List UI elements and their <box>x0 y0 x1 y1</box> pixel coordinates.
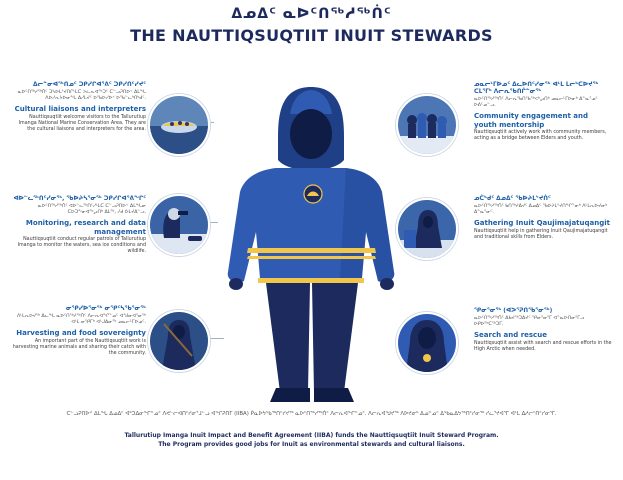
section-body: An important part of the Nauttiqsuqtiit work is harvesting marine animals and sharing their catch with the community. <box>12 338 146 356</box>
hunter-with-rifle-icon <box>150 312 208 370</box>
syllabic-body: ᓇᐅᑦᑎᖅᓱᖅᑏᑦ ᐱᓕᕆᖃᑎᖃᖅᐸᒃᖢᑎᒃ ᓄᓇᓕᒻᒥᐅᓂᒃ ᐃᓐᓇᕐᓄᑦ ᐅᕕᑦᓄᓪᓗ. <box>474 97 598 108</box>
binoculars-observer-icon <box>150 196 208 254</box>
syllabic-heading: ᐊᐅᓪᓚᖅᑎᑦᓯᓂᖅ, ᖃᐅᔨᓴᕐᓂᖅ ᑐᑭᓯᒋᐊᕐᕕᖏᑦ <box>13 196 146 202</box>
section-body: Nauttiqsuqtiit actively work with community members, acting as a bridge between Elders and youth. <box>474 130 607 141</box>
footer-syllabic-text: ᑕᓪᓗᕈᑎᐅᑉ ᐃᒪᖓ ᐃᓄᐃᑦ ᐊᒃᑐᐃᓂᖏᓐᓄᑦ ᐱᕙᓪᓕᐊᑎᑦᓯᓂᕐᒧᓪᓗ ᐊᖏᕈᑎᒥ (IIBA) ᑮᓇᐅᔭᖃᖅᑎᑦᓯᔪᖅ ᓇᐅᑦᑎᖅᓱᖅᑏᑦ ᐱᓕᕆᐊᖏᓐᓄᑦ. ᐱᓕᕆᐊᖑᔪᖅ ᐱᐅᔪᓂᒃ ᐃᓄᓐᓄᑦ ᐃᖃᓇᐃᔭᖅᑎᑦᓯᓂᖅ ᓯᓚᕐᔪᐊᕐᒥ ᐊᒻᒪ ᐃᓱᓕᑦᑎᑦᓯᓂᕐᒥ. <box>66 411 557 417</box>
community-photo <box>396 94 458 156</box>
section-body: Nauttiqsuqtiit conduct regular patrols of Tallurutiup Imanga to monitor the waters, sea ice conditions and wildlife. <box>17 237 146 254</box>
section-body: Nauttiqsuqtiit help in gathering Inuit Qaujimajatuqangit and traditional skills from Elders. <box>474 228 608 240</box>
page-title: THE NAUTTIQSUQTIIT INUIT STEWARDS <box>130 26 493 45</box>
syllabic-heading: ᕿᓂᕐᓂᖅ (ᐊᐳᕐᕈᑎᖃᕐᓂᖅ) <box>474 308 553 314</box>
section-heading: Community engagement and youth mentorship <box>474 112 588 129</box>
harvesting-photo <box>148 310 210 372</box>
section-heading: Monitoring, research and data management <box>25 219 146 236</box>
syllabic-heading: ᓂᕿᓯᐅᕐᓂᖅ ᓂᕿᑦᓴᖃᕐᓂᖅ <box>65 306 146 312</box>
block-monitoring <box>12 196 146 255</box>
section-heading: Cultural liaisons and interpreters <box>14 105 146 113</box>
section-heading: Gathering Inuit Qaujimajatuqangit <box>474 219 610 227</box>
section-heading: Search and rescue <box>474 331 547 339</box>
syllabic-heading: ᓄᓇᓕᒻᒥᐅᓄᑦ ᐃᓚᐅᑎᑦᓯᓂᖅ ᐊᒻᒪ ᒪᓕᒃᑕᐅᔪᖅ ᑕᒪᕐᒥᒃ ᐱᓕᕆᖃᑎᒌᓐᓂᖅ <box>474 82 599 95</box>
syllabic-title: ᐃᓄᐃᑦ ᓇᐅᑦᑎᖅᓱᖅᑏᑦ <box>231 6 392 22</box>
elder-teaching-icon <box>398 200 456 258</box>
syllabic-body: ᓇᐅᑦᑎᖅᓱᖅᑏᑦ ᑲᑎᖅᓱᐃᔪᑦ ᐃᓄᐃᑦ ᖃᐅᔨᒪᔾᔪᑎᖏᓐᓂᒃ ᐱᒻᒪᕆᐅᔪᓂᒃ ᐃᓐᓇᕐᓂᑦ. <box>474 204 608 215</box>
rescue-photo <box>396 312 458 374</box>
liaisons-photo <box>148 94 210 156</box>
section-heading: Harvesting and food sovereignty <box>16 329 146 337</box>
syllabic-body: ᓇᐅᑦᑎᖅᓱᖅᑏᑦ ᐊᐅᓪᓚᖅᑎᑦᓯᒻᒪᑕ ᑕᓪᓗᕈᑎᐅᑉ ᐃᒪᖓᓂ ᑕᐅᑐᖕᓂᐊᖅᖢᑎᒃ ᐃᒪᖅ, ᓯᑯ ᐆᒪᔪᐃᓪᓗ. <box>37 204 146 215</box>
syllabic-body: ᓇᐅᑦᑎᖅᓱᖅᑏᑦ ᐃᑲᔪᖅᑐᐃᔪᑦ ᕿᓂᕐᓂᕐᒥ ᐊᓐᓇᐅᑎᓂᕐᒥᓗ ᐅᑭᐅᖅᑕᖅᑐᒥ. <box>474 316 585 327</box>
block-qaujimajatuqangit <box>474 196 612 241</box>
block-harvesting <box>12 306 146 357</box>
footer-english-text <box>40 431 583 449</box>
footer-line-1: Tallurutiup Imanga Inuit Impact and Benefit Agreement (IIBA) funds the Nauttiqsuqtiit Inuit Steward Program. <box>124 432 499 439</box>
steward-parka-illustration <box>210 82 413 404</box>
syllabic-heading: ᐃᓕᓐᓂᐊᖅᑎᓄᑦ ᑐᑭᓯᒋᐊᕐᕕᑦ ᑐᑭᓯᑎᑦᓯᔪᑦ <box>33 82 146 88</box>
block-liaisons <box>12 82 146 133</box>
footer-line-2: The Program provides good jobs for Inuit as environmental stewards and cultural liaisons. <box>158 441 465 448</box>
monitoring-photo <box>148 194 210 256</box>
block-rescue <box>474 308 612 353</box>
qaujimajatuqangit-photo <box>396 198 458 260</box>
bowl-of-berries-icon <box>150 96 208 154</box>
group-of-people-icon <box>398 96 456 154</box>
syllabic-body: ᓇᐅᑦᑎᖅᓱᖅᑏᑦ ᑐᓴᐅᒪᔾᔪᑎᒋᒻᒪᑕ ᐳᓛᕆᐊᖅᑐᑦ ᑕᓪᓗᕈᑎᐅᑉ ᐃᒪᖓ ᐱᐅᓯᕆᔭᐅᓂᖓ ᐃᓯᒪᔪᑦ ᐅᖃᐅᓯᐅᑉ ᐅᖃᓪᓚᒃᑎᒃᑯᑦ. <box>17 90 146 101</box>
syllabic-heading: ᓄᑖᒃᑯᑦ ᐃᓄᐃᑦ ᖃᐅᔨᒪᔾᔪᑏᑦ <box>474 196 551 202</box>
syllabic-body: ᐱᒻᒪᕆᐅᔪᖅ ᐃᓚᖓ ᓇᐅᑦᑎᖅᓱᖅᑏᑦ ᐱᓕᕆᐊᖏᓐᓄᑦ ᐊᖑᓂᐊᕐᓂᖅ ᐊᒻᒪ ᓂᕿᒥᒃ ᐊᒡᒍᐃᓂᖅ ᓄᓇᓕᒻᒥᐅᓄᑦ. <box>17 314 146 325</box>
block-community <box>474 82 612 142</box>
rescuer-hood-icon <box>398 314 456 372</box>
section-body: Nauttiqsuqtiit assist with search and rescue efforts in the High Arctic when needed. <box>474 340 612 352</box>
section-body: Nauttiqsuqtiit welcome visitors to the Tallurutiup Imanga National Marine Conservation Area. They are the cultural liaisons and interpreters for the area. <box>18 114 146 132</box>
